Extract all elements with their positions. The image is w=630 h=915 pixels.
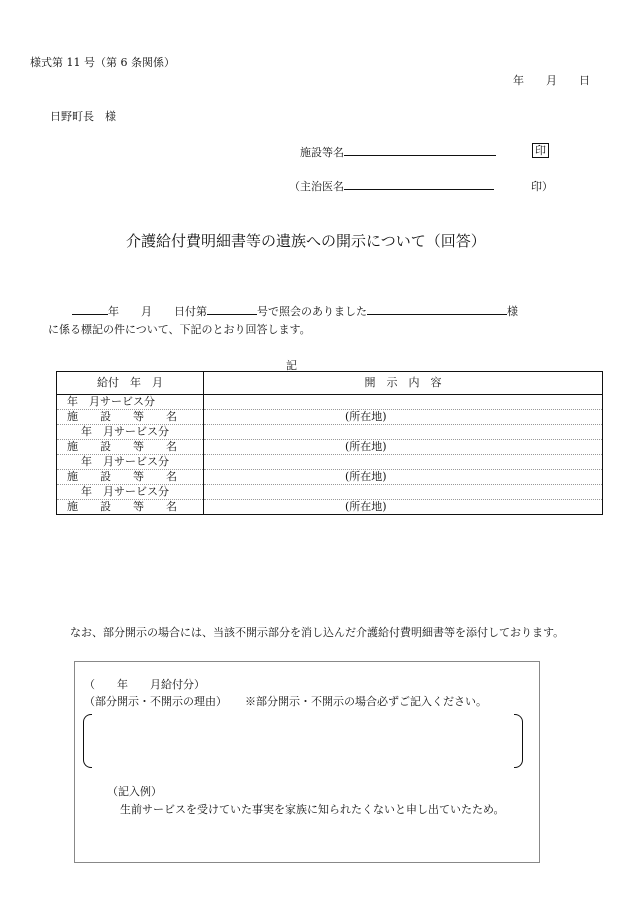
facility-label-cell: 施 設 等 名 xyxy=(57,470,204,485)
reason-label: （部分開示・不開示の理由） xyxy=(84,695,227,708)
service-content-cell[interactable] xyxy=(204,455,603,470)
facility-name-label: 施設等名 xyxy=(300,146,344,159)
col-header-period: 給付 年 月 xyxy=(57,372,204,395)
service-content-cell[interactable] xyxy=(204,425,603,440)
col-header-content: 開 示 内 容 xyxy=(204,372,603,395)
reason-label-row xyxy=(84,693,487,709)
addressee: 日野町長 様 xyxy=(50,110,116,123)
service-month-cell: 年 月サービス分 xyxy=(57,395,204,410)
reason-bracket-left xyxy=(83,714,92,768)
location-cell[interactable]: (所在地) xyxy=(204,470,603,485)
facility-name-field[interactable] xyxy=(344,144,496,156)
location-cell[interactable]: (所在地) xyxy=(204,500,603,515)
facility-label-cell: 施 設 等 名 xyxy=(57,440,204,455)
year-field[interactable] xyxy=(72,303,108,315)
intro-part2: 号で照会のありました xyxy=(257,305,367,318)
service-month-cell: 年 月サービス分 xyxy=(57,485,204,500)
doctor-name-label: （主治医名 xyxy=(289,180,344,193)
facility-stamp-box: 印 xyxy=(532,143,549,158)
date-line: 年 月 日 xyxy=(513,74,590,87)
facility-label-cell: 施 設 等 名 xyxy=(57,410,204,425)
partial-disclosure-note: なお、部分開示の場合には、当該不開示部分を消し込んだ介護給付費明細書等を添付しております。 xyxy=(70,626,565,639)
benefit-period: （ 年 月給付分） xyxy=(84,678,205,691)
reason-bracket-right xyxy=(514,714,523,768)
facility-label-cell: 施 設 等 名 xyxy=(57,500,204,515)
intro-line-2: に係る標記の件について、下記のとおり回答します。 xyxy=(48,323,311,336)
intro-part3: 様 xyxy=(507,305,518,318)
doctor-stamp: 印） xyxy=(531,180,553,193)
ref-number-field[interactable] xyxy=(207,303,257,315)
location-cell[interactable]: (所在地) xyxy=(204,440,603,455)
example-text: 生前サービスを受けていた事実を家族に知られたくないと申し出ていたため。 xyxy=(120,803,505,816)
reason-input-area[interactable] xyxy=(93,716,513,764)
ki-heading: 記 xyxy=(286,359,297,372)
table-row xyxy=(57,455,603,470)
service-content-cell[interactable] xyxy=(204,395,603,410)
table-row xyxy=(57,500,603,515)
table-row xyxy=(57,395,603,410)
doctor-name-row xyxy=(289,178,494,194)
reason-note: ※部分開示・不開示の場合必ずご記入ください。 xyxy=(245,695,487,708)
service-content-cell[interactable] xyxy=(204,485,603,500)
table-row xyxy=(57,470,603,485)
disclosure-table xyxy=(56,371,603,515)
location-cell[interactable]: (所在地) xyxy=(204,410,603,425)
example-label: （記入例） xyxy=(107,785,162,798)
intro-line-1 xyxy=(72,303,518,319)
form-number: 様式第 11 号（第 6 条関係） xyxy=(30,56,175,69)
document-title: 介護給付費明細書等の遺族への開示について（回答） xyxy=(126,232,486,250)
intro-part1: 年 月 日付第 xyxy=(108,305,207,318)
service-month-cell: 年 月サービス分 xyxy=(57,425,204,440)
deceased-name-field[interactable] xyxy=(367,303,507,315)
facility-name-row xyxy=(300,144,496,160)
table-header-row xyxy=(57,372,603,395)
table-row xyxy=(57,485,603,500)
facility-stamp xyxy=(532,143,549,158)
table-row xyxy=(57,410,603,425)
service-month-cell: 年 月サービス分 xyxy=(57,455,204,470)
doctor-name-field[interactable] xyxy=(344,178,494,190)
table-row xyxy=(57,425,603,440)
table-row xyxy=(57,440,603,455)
